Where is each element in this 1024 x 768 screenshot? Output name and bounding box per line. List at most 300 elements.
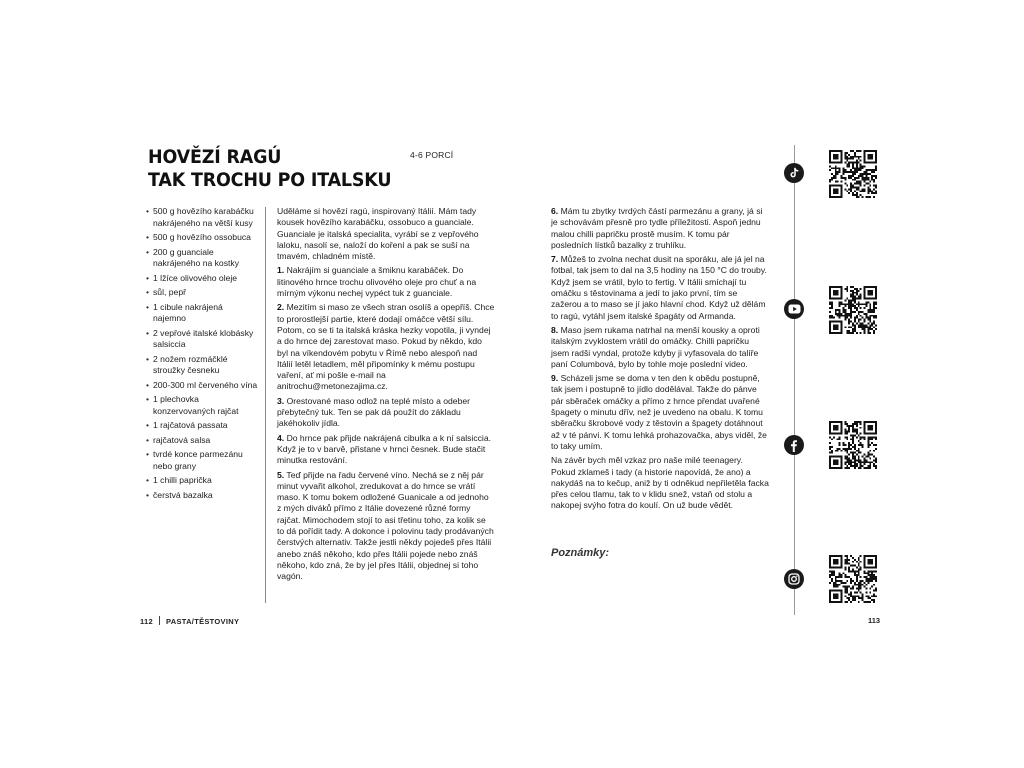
qr-module	[858, 557, 860, 559]
qr-module	[844, 588, 846, 590]
qr-module	[844, 423, 846, 425]
qr-module	[862, 167, 864, 169]
qr-module	[850, 171, 852, 173]
qr-module	[871, 179, 873, 181]
qr-module	[867, 177, 869, 179]
qr-module	[856, 288, 858, 290]
qr-module	[875, 186, 877, 188]
ingredient-item: • rajčatová salsa	[146, 435, 258, 447]
qr-module	[862, 597, 864, 599]
qr-module	[852, 438, 854, 440]
qr-module	[867, 436, 869, 438]
qr-module	[837, 586, 839, 588]
qr-module	[852, 429, 854, 431]
qr-module	[865, 305, 867, 307]
qr-module	[858, 319, 860, 321]
qr-module	[852, 299, 854, 301]
qr-module	[846, 597, 848, 599]
qr-module	[858, 588, 860, 590]
qr-module	[858, 321, 860, 323]
qr-module	[852, 322, 854, 324]
qr-module	[854, 421, 856, 423]
qr-module	[839, 580, 841, 582]
qr-module	[833, 570, 835, 572]
qr-module	[841, 580, 843, 582]
qr-module	[852, 186, 854, 188]
qr-module	[854, 434, 856, 436]
qr-module	[858, 459, 860, 461]
qr-module	[831, 438, 833, 440]
qr-module	[848, 158, 850, 160]
qr-module	[864, 436, 866, 438]
qr-module	[873, 171, 875, 173]
qr-finder-center	[867, 154, 873, 160]
qr-module	[860, 163, 862, 165]
qr-module	[875, 190, 877, 192]
qr-module	[869, 317, 871, 319]
qr-module	[869, 463, 871, 465]
qr-module	[864, 165, 866, 167]
qr-module	[865, 179, 867, 181]
qr-module	[869, 454, 871, 456]
qr-module	[869, 438, 871, 440]
qr-module	[837, 173, 839, 175]
qr-module	[846, 313, 848, 315]
qr-module	[854, 171, 856, 173]
qr-module	[846, 456, 848, 458]
qr-module	[865, 169, 867, 171]
qr-module	[858, 156, 860, 158]
qr-module	[869, 576, 871, 578]
qr-module	[875, 436, 877, 438]
qr-module	[852, 158, 854, 160]
qr-module	[831, 303, 833, 305]
qr-module	[846, 433, 848, 435]
qr-module	[871, 574, 873, 576]
qr-module	[873, 570, 875, 572]
qr-module	[852, 595, 854, 597]
qr-module	[842, 315, 844, 317]
qr-module	[850, 296, 852, 298]
qr-module	[854, 326, 856, 328]
qr-module	[856, 156, 858, 158]
qr-module	[864, 188, 866, 190]
qr-module	[844, 171, 846, 173]
qr-module	[862, 436, 864, 438]
qr-module	[875, 448, 877, 450]
qr-module	[850, 321, 852, 323]
qr-module	[865, 183, 867, 185]
qr-module	[860, 568, 862, 570]
qr-module	[848, 313, 850, 315]
qr-module	[844, 601, 846, 603]
qr-module	[865, 467, 867, 469]
qr-module	[842, 303, 844, 305]
qr-module	[835, 580, 837, 582]
qr-module	[864, 328, 866, 330]
qr-module	[839, 576, 841, 578]
qr-code-facebook[interactable]	[829, 421, 877, 469]
qr-module	[858, 590, 860, 592]
qr-module	[844, 156, 846, 158]
qr-module	[850, 311, 852, 313]
qr-module	[858, 440, 860, 442]
qr-module	[869, 574, 871, 576]
qr-module	[856, 317, 858, 319]
qr-module	[860, 461, 862, 463]
step-number: 8.	[551, 324, 559, 335]
instagram-icon[interactable]	[784, 569, 804, 589]
qr-module	[860, 584, 862, 586]
ingredient-item: • 1 cibule nakrájená najemno	[146, 302, 258, 325]
qr-module	[854, 431, 856, 433]
qr-module	[858, 301, 860, 303]
qr-module	[864, 572, 866, 574]
qr-module	[871, 175, 873, 177]
qr-module	[873, 317, 875, 319]
qr-module	[835, 578, 837, 580]
qr-module	[846, 315, 848, 317]
qr-module	[852, 442, 854, 444]
qr-module	[860, 319, 862, 321]
qr-module	[844, 421, 846, 423]
qr-code-youtube[interactable]	[829, 286, 877, 334]
qr-module	[858, 298, 860, 300]
qr-module	[852, 303, 854, 305]
ingredient-item: • tvrdé konce parmezánu nebo grany	[146, 449, 258, 472]
qr-module	[837, 315, 839, 317]
qr-module	[852, 294, 854, 296]
qr-module	[869, 450, 871, 452]
qr-module	[850, 588, 852, 590]
qr-module	[856, 465, 858, 467]
qr-module	[865, 588, 867, 590]
qr-module	[848, 192, 850, 194]
qr-module	[852, 173, 854, 175]
qr-module	[854, 324, 856, 326]
qr-module	[869, 457, 871, 459]
qr-module	[850, 156, 852, 158]
step-text: Scházeli jsme se doma v ten den k obědu postupně, tak jsem i postupně to jídlo dodělával. Takže do pánve pár sběraček omáčky a přímo z hrnce přendat uvařené špagety o minutu dřív, než je uvedeno na obalu. K tomu sběračku škrobové vody z těstovin a špagety dotáhnout až v té pánvi. K tomu lehká prohazovačka, abys viděl, že to taky umím.	[551, 373, 767, 451]
step-number: 7.	[551, 254, 559, 265]
facebook-icon[interactable]	[784, 435, 804, 455]
qr-module	[829, 574, 831, 576]
qr-module	[860, 296, 862, 298]
qr-module	[854, 167, 856, 169]
qr-module	[854, 169, 856, 171]
qr-module	[854, 595, 856, 597]
qr-module	[858, 572, 860, 574]
qr-module	[852, 167, 854, 169]
qr-module	[875, 175, 877, 177]
qr-module	[860, 181, 862, 183]
qr-module	[860, 580, 862, 582]
qr-module	[869, 578, 871, 580]
qr-module	[852, 434, 854, 436]
qr-module	[862, 593, 864, 595]
qr-code-instagram[interactable]	[829, 555, 877, 603]
qr-module	[831, 179, 833, 181]
qr-module	[854, 446, 856, 448]
qr-module	[871, 328, 873, 330]
qr-module	[856, 194, 858, 196]
qr-module	[848, 299, 850, 301]
qr-module	[865, 576, 867, 578]
qr-module	[846, 459, 848, 461]
qr-module	[867, 183, 869, 185]
qr-module	[869, 324, 871, 326]
qr-finder-center	[833, 459, 839, 465]
qr-module	[865, 456, 867, 458]
qr-module	[875, 317, 877, 319]
qr-module	[858, 296, 860, 298]
qr-module	[860, 332, 862, 334]
qr-module	[875, 438, 877, 440]
qr-module	[860, 322, 862, 324]
qr-module	[837, 181, 839, 183]
qr-module	[846, 303, 848, 305]
qr-module	[846, 160, 848, 162]
qr-module	[846, 576, 848, 578]
intro-paragraph: Uděláme si hovězí ragú, inspirovaný Itálií. Mám tady kousek hovězího karabáčku, ossobuco a guanciale. Guanciale je italská specialita, vyrábí se z vepřového laloku, nasolí se, naloží do koření a pak se suší na tmavém, chladném místě.	[277, 206, 479, 262]
qr-module	[829, 436, 831, 438]
qr-module	[854, 452, 856, 454]
qr-module	[867, 442, 869, 444]
ingredient-item: • 1 rajčatová passata	[146, 420, 258, 432]
qr-module	[871, 442, 873, 444]
qr-module	[844, 574, 846, 576]
qr-module	[873, 444, 875, 446]
qr-module	[860, 444, 862, 446]
qr-module	[869, 467, 871, 469]
qr-module	[875, 167, 877, 169]
qr-module	[864, 576, 866, 578]
recipe-title	[148, 146, 391, 192]
outro-paragraph: Na závěr bych měl vzkaz pro naše milé teenagery. Pokud zklameš i tady (a historie napovídá, že ano) a nakydáš na to kečup, aniž by ti odněkud nepřiletěla facka přes celou tlamu, tak to v klidu snež, vstaň od stolu a nakopej svýho fotra do koulí. On už bude vědět.	[551, 455, 769, 511]
qr-module	[871, 322, 873, 324]
qr-module	[856, 429, 858, 431]
qr-module	[835, 584, 837, 586]
qr-module	[854, 288, 856, 290]
qr-module	[848, 154, 850, 156]
qr-module	[860, 567, 862, 569]
qr-module	[873, 593, 875, 595]
qr-module	[848, 463, 850, 465]
qr-module	[852, 165, 854, 167]
qr-module	[852, 292, 854, 294]
qr-module	[856, 160, 858, 162]
qr-module	[837, 309, 839, 311]
qr-module	[848, 319, 850, 321]
qr-module	[869, 465, 871, 467]
page-number-left: 112	[140, 617, 153, 626]
qr-module	[833, 436, 835, 438]
step-text: Mezitím si maso ze všech stran osolíš a opepříš. Chce to prorostlejší partie, které dodají omáčce větší sílu. Potom, co se ti ta italská kráska hezky vopotila, ji vyndej a do hrnce dej zarestovat maso. Pokud by někdo, kdo byl na víkendovém pobytu v Římě nebo alespoň nad Itálií letěl letadlem, měl připomínky k mému postupu vaření, ať mi pošle e-mail na anitrochu@metonezajima.cz.	[277, 302, 495, 392]
qr-module	[839, 309, 841, 311]
qr-module	[856, 177, 858, 179]
qr-module	[850, 332, 852, 334]
qr-module	[846, 601, 848, 603]
qr-module	[846, 586, 848, 588]
qr-module	[844, 595, 846, 597]
qr-module	[864, 457, 866, 459]
qr-module	[864, 601, 866, 603]
qr-module	[844, 169, 846, 171]
qr-module	[871, 311, 873, 313]
qr-module	[873, 595, 875, 597]
qr-module	[867, 196, 869, 198]
qr-module	[829, 582, 831, 584]
method-column-left	[277, 206, 495, 586]
qr-module	[860, 298, 862, 300]
qr-module	[841, 313, 843, 315]
qr-module	[831, 173, 833, 175]
qr-module	[846, 438, 848, 440]
qr-module	[831, 572, 833, 574]
qr-module	[852, 461, 854, 463]
qr-module	[850, 313, 852, 315]
qr-module	[854, 194, 856, 196]
qr-module	[867, 452, 869, 454]
qr-module	[856, 307, 858, 309]
qr-module	[869, 570, 871, 572]
qr-module	[835, 309, 837, 311]
qr-module	[835, 582, 837, 584]
qr-module	[831, 578, 833, 580]
step-text: Nakrájím si guanciale a šmiknu karabáček. Do litinového hrnce trochu olivového oleje pro chuť a na mírným výkonu nechej vypéct tuk z guanciale.	[277, 265, 477, 299]
youtube-icon[interactable]	[784, 299, 804, 319]
tiktok-icon[interactable]	[784, 163, 804, 183]
qr-module	[854, 186, 856, 188]
qr-module	[873, 330, 875, 332]
qr-module	[854, 319, 856, 321]
qr-module	[856, 459, 858, 461]
qr-module	[867, 186, 869, 188]
qr-module	[856, 578, 858, 580]
qr-module	[848, 165, 850, 167]
qr-module	[844, 467, 846, 469]
qr-module	[856, 150, 858, 152]
qr-module	[864, 326, 866, 328]
qr-module	[873, 305, 875, 307]
qr-module	[848, 567, 850, 569]
qr-module	[844, 568, 846, 570]
qr-code-tiktok[interactable]	[829, 150, 877, 198]
qr-module	[842, 448, 844, 450]
qr-module	[873, 309, 875, 311]
qr-module	[864, 332, 866, 334]
qr-module	[867, 438, 869, 440]
qr-module	[864, 463, 866, 465]
qr-module	[860, 421, 862, 423]
qr-module	[850, 461, 852, 463]
qr-module	[858, 177, 860, 179]
qr-module	[867, 461, 869, 463]
qr-finder-center	[867, 425, 873, 431]
qr-module	[848, 559, 850, 561]
qr-module	[833, 586, 835, 588]
qr-module	[869, 321, 871, 323]
qr-module	[831, 580, 833, 582]
qr-module	[852, 156, 854, 158]
qr-module	[862, 322, 864, 324]
qr-module	[865, 177, 867, 179]
qr-module	[846, 298, 848, 300]
qr-module	[852, 171, 854, 173]
qr-module	[856, 425, 858, 427]
qr-module	[848, 597, 850, 599]
qr-module	[854, 301, 856, 303]
qr-module	[852, 431, 854, 433]
qr-module	[865, 459, 867, 461]
qr-module	[867, 580, 869, 582]
qr-module	[858, 434, 860, 436]
qr-module	[829, 165, 831, 167]
qr-module	[873, 450, 875, 452]
qr-module	[854, 162, 856, 164]
qr-module	[846, 452, 848, 454]
qr-module	[856, 454, 858, 456]
step-number: 9.	[551, 373, 559, 384]
qr-module	[846, 190, 848, 192]
qr-module	[860, 175, 862, 177]
qr-module	[856, 165, 858, 167]
step-number: 1.	[277, 265, 285, 276]
qr-module	[852, 192, 854, 194]
qr-module	[846, 423, 848, 425]
qr-module	[869, 332, 871, 334]
qr-module	[846, 450, 848, 452]
step-text: Do hrnce pak přijde nakrájená cibulka a k ní salsiccia. Když je to v barvě, přistane v hrnci česnek. Bude stačit minutka restování.	[277, 432, 492, 466]
qr-module	[856, 463, 858, 465]
ingredient-item: • 1 plechovka konzervovaných rajčat	[146, 394, 258, 417]
qr-module	[839, 171, 841, 173]
qr-module	[829, 181, 831, 183]
qr-module	[856, 192, 858, 194]
qr-module	[846, 156, 848, 158]
qr-module	[873, 301, 875, 303]
qr-module	[848, 444, 850, 446]
qr-module	[873, 584, 875, 586]
qr-module	[860, 597, 862, 599]
qr-module	[858, 150, 860, 152]
qr-module	[852, 456, 854, 458]
qr-module	[829, 179, 831, 181]
qr-module	[858, 186, 860, 188]
qr-module	[846, 431, 848, 433]
qr-module	[871, 309, 873, 311]
qr-module	[862, 456, 864, 458]
qr-module	[852, 436, 854, 438]
step-number: 5.	[277, 469, 285, 480]
qr-module	[860, 436, 862, 438]
qr-module	[854, 463, 856, 465]
qr-module	[844, 461, 846, 463]
qr-module	[869, 461, 871, 463]
qr-module	[837, 584, 839, 586]
qr-module	[854, 190, 856, 192]
qr-module	[854, 317, 856, 319]
qr-module	[858, 456, 860, 458]
qr-module	[848, 322, 850, 324]
qr-module	[844, 429, 846, 431]
qr-module	[856, 561, 858, 563]
qr-module	[856, 171, 858, 173]
qr-module	[846, 288, 848, 290]
qr-module	[829, 570, 831, 572]
qr-module	[854, 179, 856, 181]
qr-module	[860, 185, 862, 187]
